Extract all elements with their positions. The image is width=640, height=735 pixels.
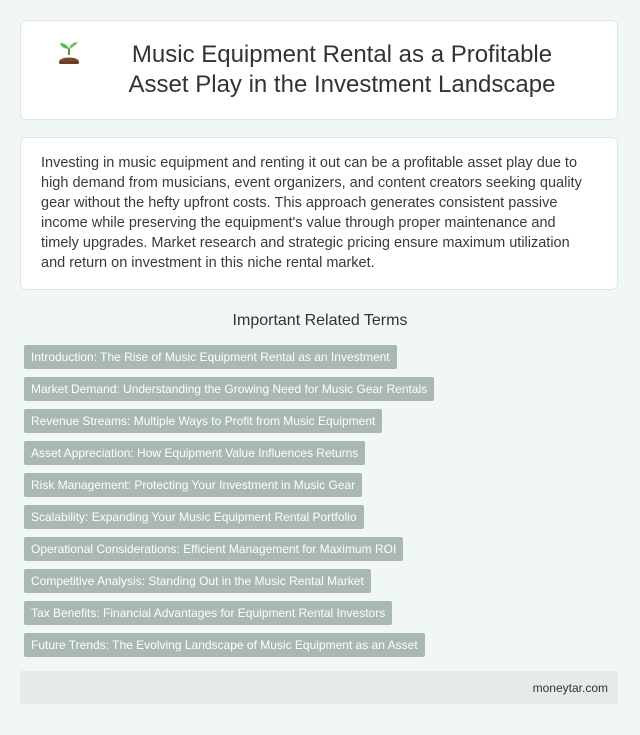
sprout-icon [56,40,82,70]
footer-brand[interactable]: moneytar.com [532,680,608,695]
related-term-tax-benefits[interactable]: Tax Benefits: Financial Advantages for Equipment Rental Investors [24,601,392,625]
related-terms-heading: Important Related Terms [232,312,408,329]
header-card [20,20,618,120]
related-term-revenue-streams[interactable]: Revenue Streams: Multiple Ways to Profit from Music Equipment [24,409,382,433]
footer-bar [20,671,618,704]
related-term-introduction[interactable]: Introduction: The Rise of Music Equipment Rental as an Investment [24,345,397,369]
related-term-competitive-analysis[interactable]: Competitive Analysis: Standing Out in the Music Rental Market [24,569,371,593]
related-term-scalability[interactable]: Scalability: Expanding Your Music Equipment Rental Portfolio [24,505,364,529]
related-term-risk-management[interactable]: Risk Management: Protecting Your Investment in Music Gear [24,473,362,497]
related-terms-list [24,345,618,665]
related-term-market-demand[interactable]: Market Demand: Understanding the Growing Need for Music Gear Rentals [24,377,434,401]
related-term-asset-appreciation[interactable]: Asset Appreciation: How Equipment Value Influences Returns [24,441,365,465]
intro-paragraph: Investing in music equipment and renting it out can be a profitable asset play due to high demand from musicians, event organizers, and content creators seeking quality gear without the hefty upfront costs. This approach generates consistent passive income while preserving the equipment's value through proper maintenance and timely upgrades. Market research and strategic pricing ensure maximum utilization and return on investment in this niche rental market. [41,155,582,271]
related-term-operational-considerations[interactable]: Operational Considerations: Efficient Management for Maximum ROI [24,537,403,561]
related-term-future-trends[interactable]: Future Trends: The Evolving Landscape of Music Equipment as an Asset [24,633,425,657]
page-title: Music Equipment Rental as a Profitable Asset Play in the Investment Landscape [128,41,556,98]
intro-card [20,137,618,290]
header-inner [56,40,582,100]
